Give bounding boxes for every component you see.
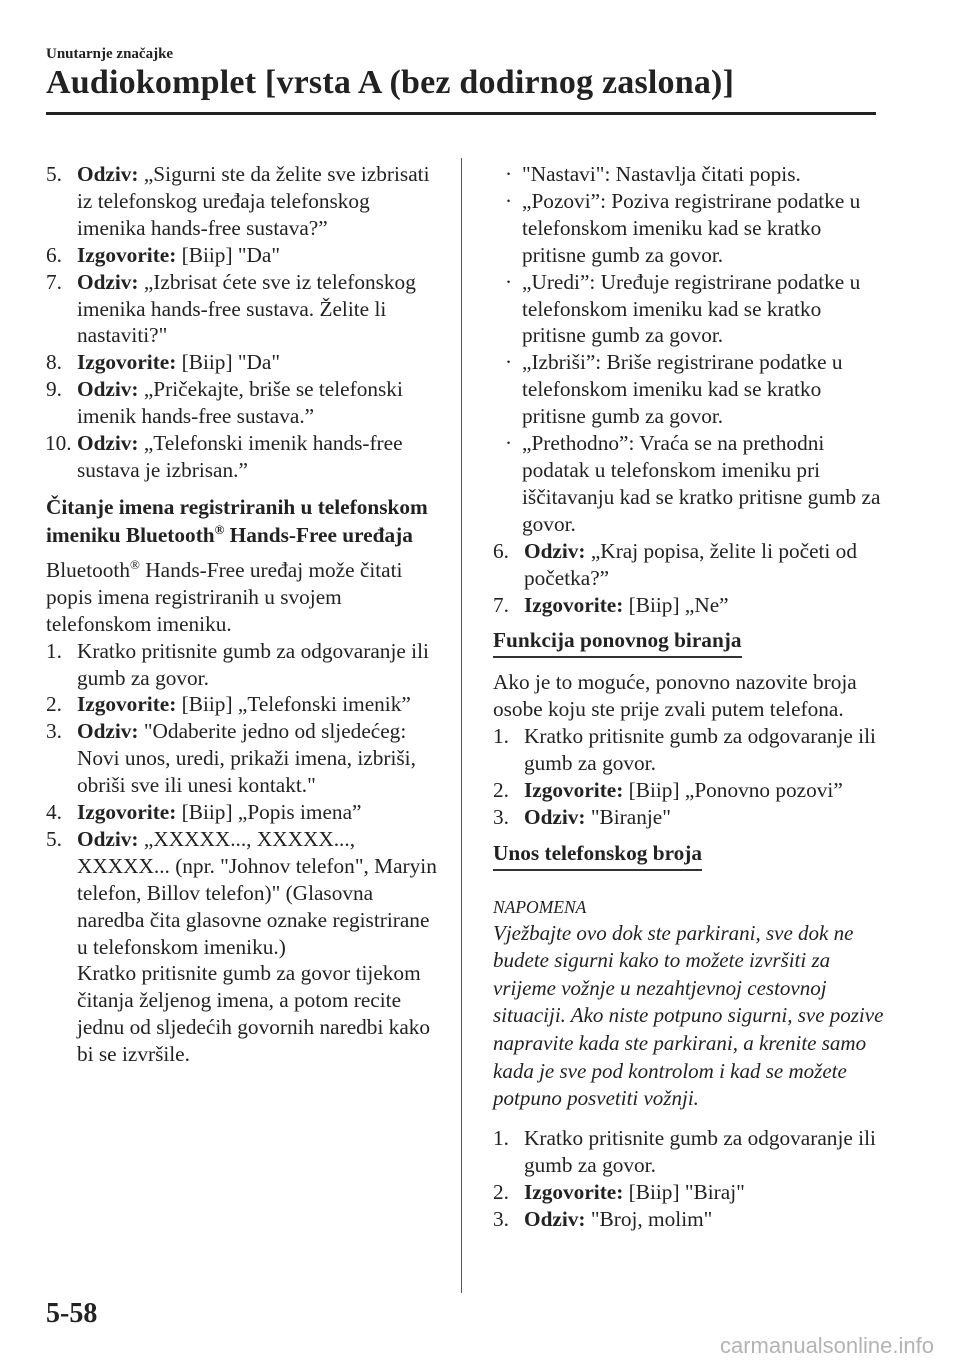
- command-bullet-list: [493, 161, 888, 538]
- bullet-text: „Uredi”: Uređuje registrirane podatke u telefonskom imeniku kad se kratko pritisne gumb za govor.: [522, 269, 861, 348]
- step-text: „Izbrisat ćete sve iz telefonskog imenika hands-free sustava. Želite li nastaviti?": [77, 269, 416, 348]
- step-number: 2.: [493, 1179, 509, 1204]
- step-item: [46, 376, 441, 430]
- step-text: „Sigurni ste da želite sve izbrisati iz telefonskog uređaja telefonskog imenika hands-free sustava?”: [77, 162, 430, 240]
- note-title: NAPOMENA: [493, 896, 587, 917]
- phone-number-heading: Unos telefonskog broja: [493, 840, 702, 871]
- step-item: [46, 242, 441, 269]
- bullet-item: [493, 349, 888, 430]
- bullet-text: „Izbriši”: Briše registrirane podatke u telefonskom imeniku kad se kratko pritisne gumb za govor.: [522, 350, 843, 429]
- watermark: carmanualsonline.info: [719, 1333, 934, 1358]
- step-number: 6.: [493, 538, 509, 563]
- bullet-dot-icon: ·: [505, 269, 513, 294]
- column-divider: [461, 158, 462, 1293]
- bullet-item: [493, 188, 888, 269]
- step-item: [493, 1125, 888, 1179]
- step-number: 6.: [46, 242, 62, 267]
- step-number: 5.: [46, 162, 62, 186]
- subsection-heading-text: Čitanje imena registriranih u telefonskom imeniku Bluetooth: [46, 494, 428, 547]
- step-label: Odziv:: [77, 269, 139, 294]
- step-text: [Biip] "Da": [176, 242, 281, 267]
- step-number: 3.: [493, 804, 509, 829]
- registered-mark: ®: [214, 521, 225, 537]
- step-item: [46, 161, 441, 242]
- bullet-dot-icon: ·: [505, 431, 513, 456]
- step-item: [46, 638, 441, 692]
- intro-paragraph: [46, 557, 441, 638]
- step-text: „Pričekajte, briše se telefonski imenik hands-free sustava.”: [77, 377, 403, 429]
- step-number: 1.: [46, 638, 62, 663]
- step-item: [493, 723, 888, 777]
- bullet-dot-icon: ·: [505, 162, 513, 186]
- step-number: 1.: [493, 724, 509, 749]
- subsection-heading-text-end: Hands-Free uređaja: [224, 522, 413, 547]
- step-text: Kratko pritisnite gumb za odgovaranje ili gumb za govor.: [77, 638, 429, 690]
- step-label: Odziv:: [524, 538, 586, 563]
- page-number: 5-58: [46, 1298, 98, 1329]
- bullet-dot-icon: ·: [505, 350, 513, 375]
- step-list-e: [493, 1125, 888, 1233]
- step-item: [493, 777, 888, 804]
- step-label: Izgovorite:: [524, 777, 624, 802]
- step-number: 3.: [46, 719, 62, 744]
- step-text: „Telefonski imenik hands-free sustava je izbrisan.”: [77, 431, 403, 482]
- step-item: [46, 718, 441, 799]
- intro-text-end: Hands-Free uređaj može čitati popis imena registriranih u svojem telefonskom imeniku.: [46, 557, 403, 636]
- step-list-c: [493, 538, 888, 619]
- step-label: Odziv:: [77, 377, 139, 402]
- step-label: Izgovorite:: [524, 592, 624, 617]
- step-text: „Kraj popisa, želite li početi od početka?”: [524, 538, 857, 590]
- step-text: Kratko pritisnite gumb za odgovaranje ili gumb za govor.: [524, 724, 876, 776]
- step-number: 7.: [493, 592, 509, 617]
- step-text: [Biip] „Popis imena”: [176, 800, 362, 825]
- step-item: [46, 349, 441, 376]
- step-label: Izgovorite:: [524, 1179, 624, 1204]
- step-item: [493, 592, 888, 619]
- step-text: Kratko pritisnite gumb za govor tijekom čitanja željenog imena, a potom recite jednu od sljedećih govornih naredbi kako bi se izvršile.: [77, 961, 431, 1067]
- step-label: Odziv:: [77, 431, 139, 456]
- step-item: [46, 799, 441, 826]
- step-list-b: [46, 638, 441, 1069]
- step-label: Odziv:: [77, 826, 139, 851]
- step-text: [Biip] "Biraj": [623, 1179, 745, 1204]
- step-label: Izgovorite:: [77, 350, 177, 375]
- registered-mark: ®: [130, 556, 140, 572]
- step-number: 7.: [46, 269, 62, 294]
- step-label: Odziv:: [524, 1206, 586, 1231]
- bullet-text: "Nastavi": Nastavlja čitati popis.: [522, 162, 801, 186]
- bullet-item: [493, 161, 888, 188]
- step-number: 3.: [493, 1206, 509, 1231]
- bullet-dot-icon: ·: [505, 188, 513, 213]
- step-list-d: [493, 723, 888, 831]
- step-text: [Biip] "Da": [176, 350, 281, 375]
- step-number: 9.: [46, 377, 62, 402]
- step-number: 10.: [45, 431, 72, 456]
- step-item: [46, 269, 441, 350]
- step-item: [493, 1179, 888, 1206]
- step-text: "Odaberite jedno od sljedećeg: Novi unos, uredi, prikaži imena, izbriši, obriši sve ili unesi kontakt.": [77, 719, 416, 798]
- step-item: [493, 538, 888, 592]
- bullet-item: [493, 430, 888, 538]
- step-label: Odziv:: [524, 804, 586, 829]
- step-list-a: [46, 161, 441, 484]
- step-label: Izgovorite:: [77, 242, 177, 267]
- step-text: [Biip] „Ne”: [623, 592, 729, 617]
- redial-heading: Funkcija ponovnog biranja: [493, 627, 742, 658]
- step-item: [493, 1206, 888, 1233]
- step-label: Izgovorite:: [77, 692, 177, 717]
- step-text: „XXXXX..., XXXXX..., XXXXX... (npr. "Johnov telefon", Maryin telefon, Billov telefon)" (Glasovna naredba čita glasovne oznake registrirane u telefonskom imeniku.): [77, 826, 437, 959]
- right-column: [493, 161, 888, 1232]
- step-text: [Biip] „Telefonski imenik”: [176, 692, 411, 717]
- step-text: [Biip] „Ponovno pozovi”: [623, 777, 843, 802]
- step-text: Kratko pritisnite gumb za odgovaranje ili gumb za govor.: [524, 1125, 876, 1177]
- step-label: Odziv:: [77, 719, 139, 744]
- step-number: 2.: [46, 692, 62, 717]
- step-item: [46, 826, 441, 961]
- step-continuation: [46, 960, 441, 1068]
- redial-intro: Ako je to moguće, ponovno nazovite broja osobe koju ste prije zvali putem telefona.: [493, 670, 857, 722]
- bullet-text: „Pozovi”: Poziva registrirane podatke u telefonskom imeniku kad se kratko pritisne gumb za govor.: [522, 188, 861, 267]
- section-label: Unutarnje značajke: [46, 46, 174, 62]
- step-number: 1.: [493, 1125, 509, 1150]
- step-label: Izgovorite:: [77, 800, 177, 825]
- step-text: "Biranje": [585, 804, 671, 829]
- intro-text: Bluetooth: [46, 557, 131, 582]
- step-text: "Broj, molim": [585, 1206, 713, 1231]
- step-number: 5.: [46, 826, 62, 851]
- header-rule: [46, 112, 876, 115]
- note-text: Vježbajte ovo dok ste parkirani, sve dok ne budete sigurni kako to možete izvršiti za vrijeme vožnje u nezahtjevnoj cestovnoj situaciji. Ako niste potpuno sigurni, sve pozive napravite kada ste parkirani, a krenite samo kada je sve pod kontrolom i kad se možete potpuno posvetiti vožnji.: [493, 920, 884, 1111]
- step-number: 8.: [46, 350, 62, 375]
- bullet-text: „Prethodno”: Vraća se na prethodni podatak u telefonskom imeniku pri iščitavanju kad se kratko pritisne gumb za govor.: [522, 431, 881, 536]
- step-label: Odziv:: [77, 162, 139, 186]
- step-number: 4.: [46, 800, 62, 825]
- subsection-heading: [46, 493, 441, 549]
- bullet-item: [493, 269, 888, 350]
- left-column: [46, 161, 441, 1068]
- step-number: 2.: [493, 777, 509, 802]
- step-item: [493, 804, 888, 831]
- step-item: [46, 691, 441, 718]
- step-item: [46, 430, 441, 484]
- chapter-title: Audiokomplet [vrsta A (bez dodirnog zaslona)]: [46, 64, 735, 101]
